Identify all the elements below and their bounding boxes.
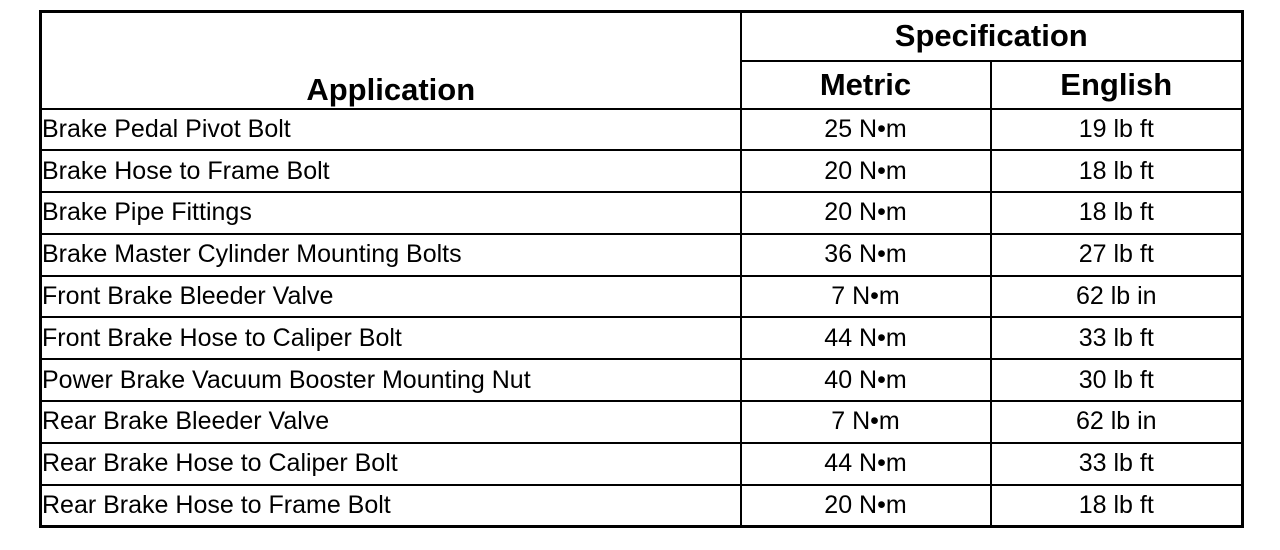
- metric-cell: 40 N•m: [741, 359, 991, 401]
- application-cell: Brake Hose to Frame Bolt: [41, 150, 741, 192]
- english-cell: 33 lb ft: [991, 317, 1243, 359]
- table-row: [41, 359, 1243, 401]
- table-row: [41, 276, 1243, 318]
- application-cell: Brake Pedal Pivot Bolt: [41, 109, 741, 151]
- metric-cell: 44 N•m: [741, 443, 991, 485]
- metric-cell: 7 N•m: [741, 401, 991, 443]
- table-row: [41, 317, 1243, 359]
- application-cell: Rear Brake Bleeder Valve: [41, 401, 741, 443]
- application-cell: Brake Master Cylinder Mounting Bolts: [41, 234, 741, 276]
- metric-cell: 20 N•m: [741, 192, 991, 234]
- english-cell: 18 lb ft: [991, 192, 1243, 234]
- english-cell: 33 lb ft: [991, 443, 1243, 485]
- header-row-top: [41, 12, 1243, 61]
- metric-cell: 44 N•m: [741, 317, 991, 359]
- metric-cell: 36 N•m: [741, 234, 991, 276]
- metric-cell: 25 N•m: [741, 109, 991, 151]
- english-cell: 27 lb ft: [991, 234, 1243, 276]
- metric-header: Metric: [741, 61, 991, 109]
- fastener-spec-table: [39, 10, 1244, 528]
- metric-cell: 20 N•m: [741, 485, 991, 527]
- english-cell: 62 lb in: [991, 401, 1243, 443]
- specification-header: Specification: [741, 12, 1243, 61]
- application-cell: Power Brake Vacuum Booster Mounting Nut: [41, 359, 741, 401]
- english-cell: 19 lb ft: [991, 109, 1243, 151]
- application-header: Application: [41, 12, 741, 109]
- english-cell: 30 lb ft: [991, 359, 1243, 401]
- application-cell: Front Brake Bleeder Valve: [41, 276, 741, 318]
- application-cell: Brake Pipe Fittings: [41, 192, 741, 234]
- metric-cell: 20 N•m: [741, 150, 991, 192]
- application-cell: Front Brake Hose to Caliper Bolt: [41, 317, 741, 359]
- metric-cell: 7 N•m: [741, 276, 991, 318]
- table-header: [41, 12, 1243, 109]
- table-row: [41, 443, 1243, 485]
- application-cell: Rear Brake Hose to Frame Bolt: [41, 485, 741, 527]
- english-cell: 62 lb in: [991, 276, 1243, 318]
- english-cell: 18 lb ft: [991, 150, 1243, 192]
- table-row: [41, 485, 1243, 527]
- table-row: [41, 109, 1243, 151]
- application-cell: Rear Brake Hose to Caliper Bolt: [41, 443, 741, 485]
- table-row: [41, 234, 1243, 276]
- table-row: [41, 192, 1243, 234]
- english-cell: 18 lb ft: [991, 485, 1243, 527]
- table-row: [41, 401, 1243, 443]
- table-body: [41, 109, 1243, 527]
- english-header: English: [991, 61, 1243, 109]
- table-row: [41, 150, 1243, 192]
